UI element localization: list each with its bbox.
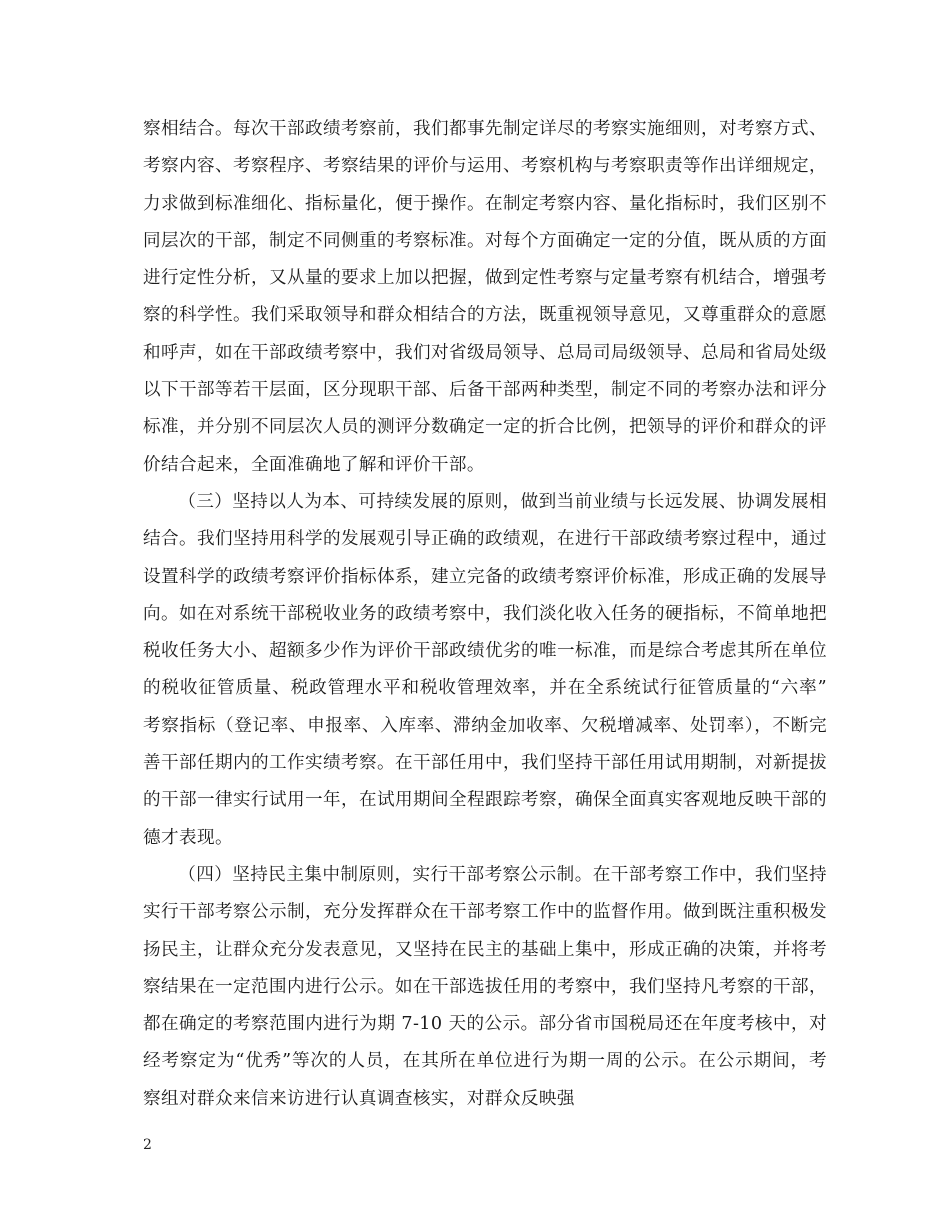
paragraph-section-three: （三）坚持以人为本、可持续发展的原则，做到当前业绩与长远发展、协调发展相结合。我们坚持用科学的发展观引导正确的政绩观，在进行干部政绩考察过程中，通过设置科学的政绩考察评价指标体系，建立完备的政绩考察评价标准，形成正确的发展导向。如在对系统干部税收业务的政绩考察中，我们淡化收入任务的硬指标，不简单地把税收任务大小、超额多少作为评价干部政绩优劣的唯一标准，而是综合考虑其所在单位的税收征管质量、税政管理水平和税收管理效率，并在全系统试行征管质量的“六率” 考察指标（登记率、申报率、入库率、滞纳金加收率、欠税增减率、处罚率），不断完善干部任期内的工作实绩考察。在干部任用中，我们坚持干部任用试用期制，对新提拔的干部一律实行试用一年，在试用期间全程跟踪考察，确保全面真实客观地反映干部的德才表现。 — [143, 491, 827, 848]
page-number: 2 — [143, 1137, 152, 1153]
paragraph-section-four: （四）坚持民主集中制原则，实行干部考察公示制。在干部考察工作中，我们坚持实行干部考察公示制，充分发挥群众在干部考察工作中的监督作用。做到既注重积极发扬民主，让群众充分发表意见，又坚持在民主的基础上集中，形成正确的决策，并将考察结果在一定范围内进行公示。如在干部选拔任用的考察中，我们坚持凡考察的干部，都在确定的考察范围内进行为期 7-10 天的公示。部分省市国税局还在年度考核中，对经考察定为“优秀”等次的人员，在其所在单位进行为期一周的公示。在公示期间，考察组对群众来信来访进行认真调查核实，对群众反映强 — [143, 864, 827, 1109]
paragraph-continuation: 察相结合。每次干部政绩考察前，我们都事先制定详尽的考察实施细则，对考察方式、考察内容、考察程序、考察结果的评价与运用、考察机构与考察职责等作出详细规定，力求做到标准细化、指标量化，便于操作。在制定考察内容、量化指标时，我们区别不同层次的干部，制定不同侧重的考察标准。对每个方面确定一定的分值，既从质的方面进行定性分析，又从量的要求上加以把握，做到定性考察与定量考察有机结合，增强考察的科学性。我们采取领导和群众相结合的方法，既重视领导意见，又尊重群众的意愿和呼声，如在干部政绩考察中，我们对省级局领导、总局司局级领导、总局和省局处级以下干部等若干层面，区分现职干部、后备干部两种类型，制定不同的考察办法和评分标准，并分别不同层次人员的测评分数确定一定的折合比例，把领导的评价和群众的评价结合起来，全面准确地了解和评价干部。 — [143, 119, 827, 475]
body-text — [143, 111, 827, 1118]
